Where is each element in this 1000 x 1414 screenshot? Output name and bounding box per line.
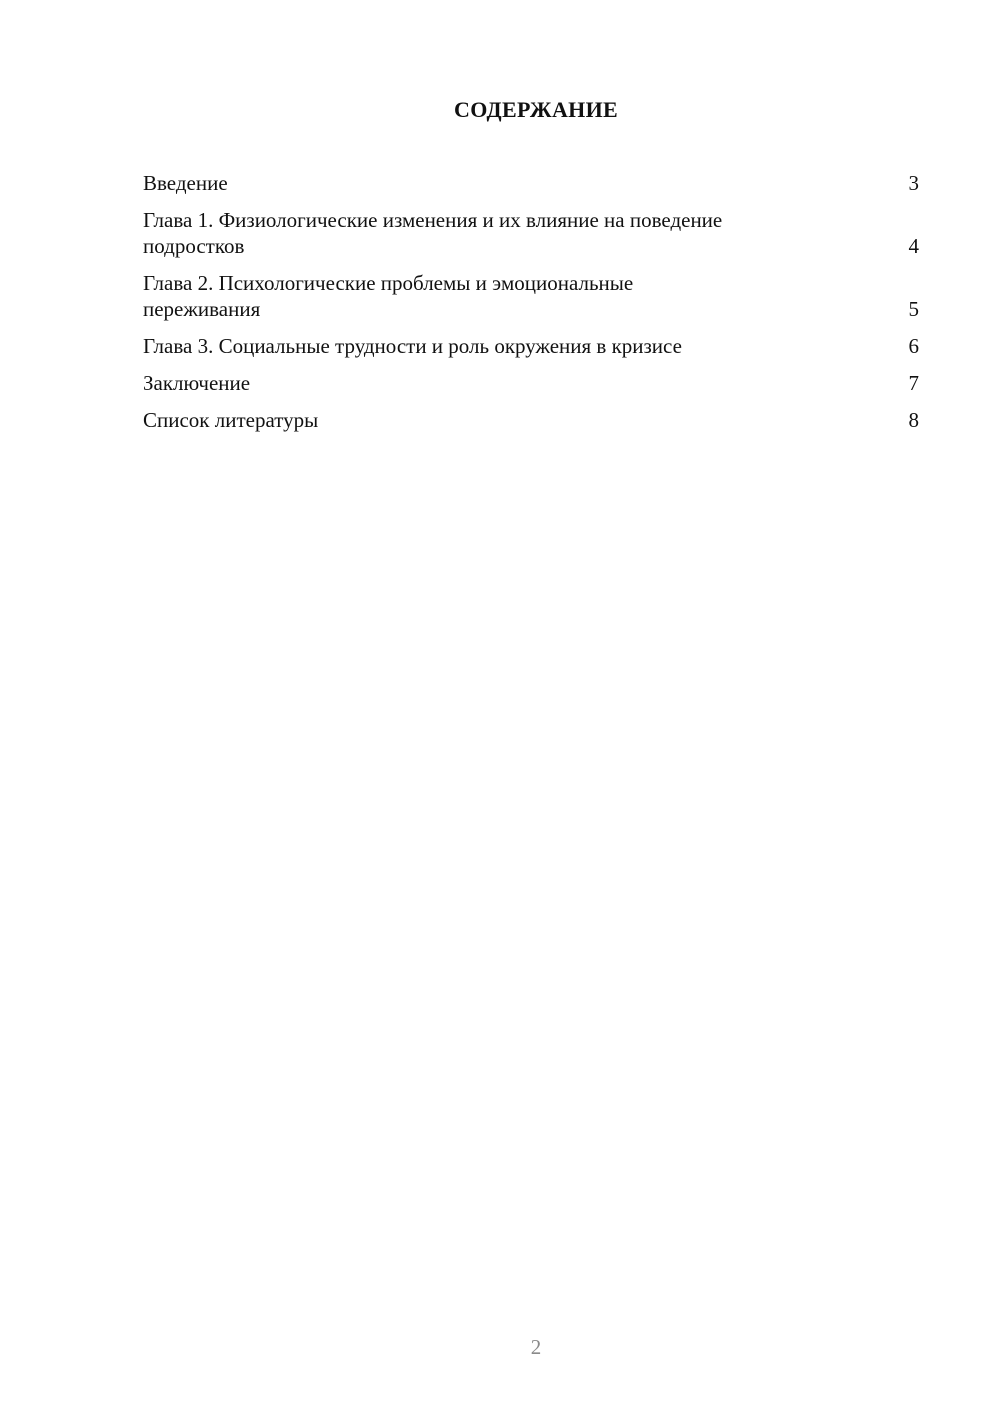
- toc-entry-conclusion: [143, 370, 919, 396]
- toc-entry-page: 4: [908, 234, 919, 258]
- toc-entry-label: Список литературы: [143, 408, 319, 432]
- table-of-contents: [143, 170, 919, 444]
- toc-entry-label: Глава 1. Физиологические изменения и их влияние на поведение подростков: [143, 208, 723, 258]
- page-title: СОДЕРЖАНИЕ: [454, 97, 618, 122]
- toc-entry-references: [143, 407, 919, 433]
- toc-entry-label: Глава 3. Социальные трудности и роль окружения в кризисе: [143, 334, 682, 358]
- toc-entry-label: Введение: [143, 171, 228, 195]
- toc-entry-page: 8: [908, 408, 919, 432]
- toc-entry-chapter-1: [143, 207, 919, 259]
- toc-entry-label: Заключение: [143, 371, 251, 395]
- toc-entry-chapter-2: [143, 270, 919, 322]
- toc-entry-chapter-3: [143, 333, 919, 359]
- page-number: 2: [530, 1335, 542, 1359]
- toc-entry-introduction: [143, 170, 919, 196]
- toc-entry-label: Глава 2. Психологические проблемы и эмоциональные переживания: [143, 271, 634, 321]
- toc-entry-page: 3: [908, 171, 919, 195]
- toc-entry-page: 6: [908, 334, 919, 358]
- toc-entry-page: 7: [908, 371, 919, 395]
- toc-entry-page: 5: [908, 297, 919, 321]
